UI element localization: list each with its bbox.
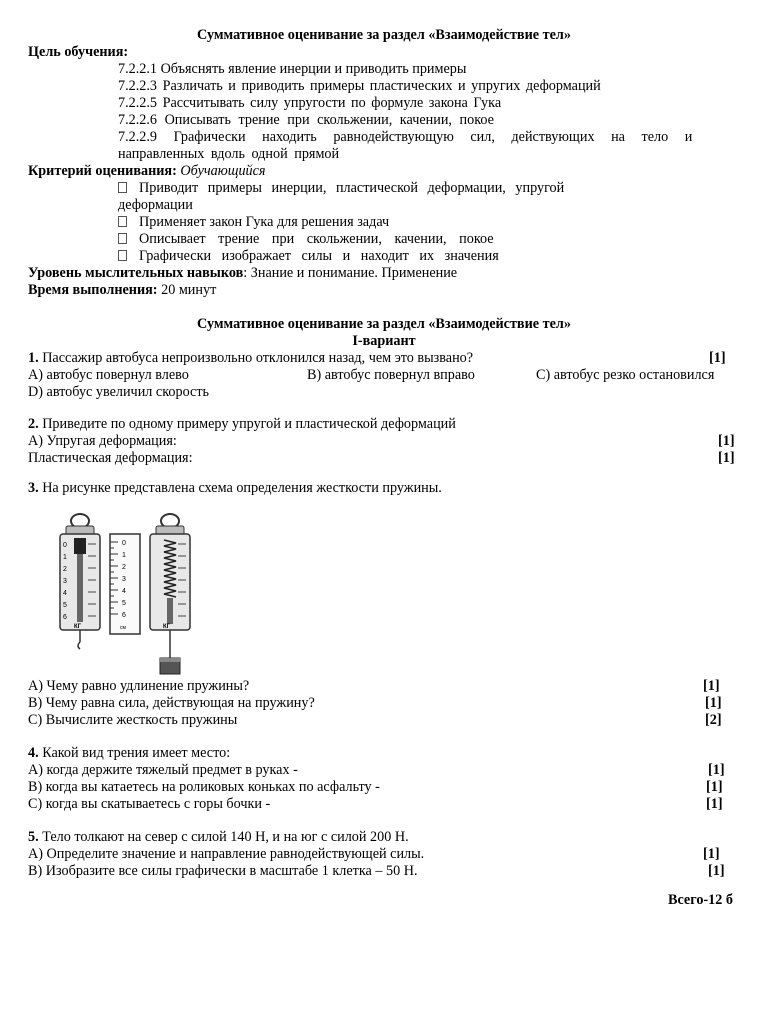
q4-part-c: C) когда вы скатываетесь с горы бочки - [28,796,271,812]
q1-points: [1] [709,350,726,366]
q3-part-a: A) Чему равно удлинение пружины? [28,678,250,694]
q2-elastic: A) Упругая деформация: [28,433,177,449]
ruler-unit: см [120,625,126,631]
q5-part-a-points: [1] [703,846,720,862]
checkbox-glyph [118,233,127,244]
unit-label: КГ [74,624,82,630]
q3-part-b-points: [1] [705,695,722,711]
goal-item: 7.2.2.1 Объяснять явление инерции и приводить примеры [118,61,467,77]
goal-item: 7.2.2.5 Рассчитывать силу упругости по формуле закона Гука [118,95,502,111]
q2-elastic-points: [1] [718,433,735,449]
q4-part-b-points: [1] [706,779,723,795]
unit-label: КГ [163,624,171,630]
q3-part-c: C) Вычислите жесткость пружины [28,712,238,728]
scale-label: 6 [63,614,67,621]
q3-part-a-points: [1] [703,678,720,694]
ruler-label: 1 [122,552,126,559]
checkbox-glyph [118,216,127,227]
dynamometer-loaded [150,514,190,674]
criteria-item: Описывает трение при скольжении, качении, покое [118,231,494,248]
ruler-label: 6 [122,612,126,619]
q2-plastic-points: [1] [718,450,735,466]
scale-label: 4 [63,590,67,597]
ruler-label: 2 [122,564,126,571]
q5-part-a: A) Определите значение и направление равнодействующей силы. [28,846,425,862]
goal-label: Цель обучения: [28,44,129,60]
skills-line [28,265,457,282]
ruler [110,534,140,634]
q1-option-b: B) автобус повернул вправо [307,367,475,383]
time-line [28,282,216,299]
q1-option-d: D) автобус увеличил скорость [28,384,209,400]
criteria-heading [28,163,266,180]
goal-item: 7.2.2.6 Описывать трение при скольжении, качении, покое [118,112,494,128]
ruler-label: 5 [122,600,126,607]
dynamometer-unloaded [60,514,100,649]
question-3: 3. На рисунке представлена схема определения жесткости пружины. [28,480,442,496]
ruler-label: 3 [122,576,126,583]
time-value: 20 минут [157,282,217,298]
scale-label: 5 [63,602,67,609]
skills-value: : Знание и понимание. Применение [243,265,458,281]
question-1: 1. Пассажир автобуса непроизвольно отклонился назад, чем это вызвано? [28,350,474,366]
ruler-label: 0 [122,540,126,547]
criteria-item: Графически изображает силы и находит их значения [118,248,499,265]
q4-part-b: B) когда вы катаетесь на роликовых коньках по асфальту - [28,779,380,795]
goal-item: направленных вдоль одной прямой [118,146,340,162]
question-5: 5. Тело толкают на север с силой 140 Н, и на юг с силой 200 Н. [28,829,409,845]
goal-item: 7.2.2.3 Различать и приводить примеры пластических и упругих деформаций [118,78,601,94]
ruler-label: 4 [122,588,126,595]
q4-part-a: A) когда держите тяжелый предмет в руках - [28,762,298,778]
checkbox-glyph [118,250,127,261]
q2-plastic: Пластическая деформация: [28,450,193,466]
variant-name: I-вариант [352,333,416,349]
total-score: Всего-12 б [668,892,733,908]
criteria-item-cont: деформации [118,197,193,213]
criteria-item: Приводит примеры инерции, пластической деформации, упругой [118,180,564,197]
scale-label: 3 [63,578,67,585]
header-title: Суммативное оценивание за раздел «Взаимодействие тел» [197,27,571,43]
question-2: 2. Приведите по одному примеру упругой и пластической деформаций [28,416,456,432]
q3-part-b: B) Чему равна сила, действующая на пружину? [28,695,315,711]
time-label: Время выполнения: [28,282,158,298]
criteria-label: Критерий оценивания: [28,163,177,179]
scale-label: 1 [63,554,67,561]
q5-part-b-points: [1] [708,863,725,879]
scale-label: 2 [63,566,67,573]
q3-part-c-points: [2] [705,712,722,728]
q4-part-c-points: [1] [706,796,723,812]
checkbox-glyph [118,182,127,193]
criteria-item: Применяет закон Гука для решения задач [118,214,389,231]
question-4: 4. Какой вид трения имеет место: [28,745,231,761]
spring-dynamometer-figure [50,512,220,680]
goal-item: 7.2.2.9 Графически находить равнодействующую сил, действующих на тело и [118,129,693,145]
q1-option-c: C) автобус резко остановился [536,367,715,383]
q1-option-a: A) автобус повернул влево [28,367,189,383]
variant-title: Суммативное оценивание за раздел «Взаимодействие тел» [197,316,571,332]
criteria-subject: Обучающийся [180,163,266,179]
q5-part-b: B) Изобразите все силы графически в масштабе 1 клетка – 50 Н. [28,863,418,879]
q4-part-a-points: [1] [708,762,725,778]
scale-label: 0 [63,542,67,549]
skills-label: Уровень мыслительных навыков [28,265,244,281]
